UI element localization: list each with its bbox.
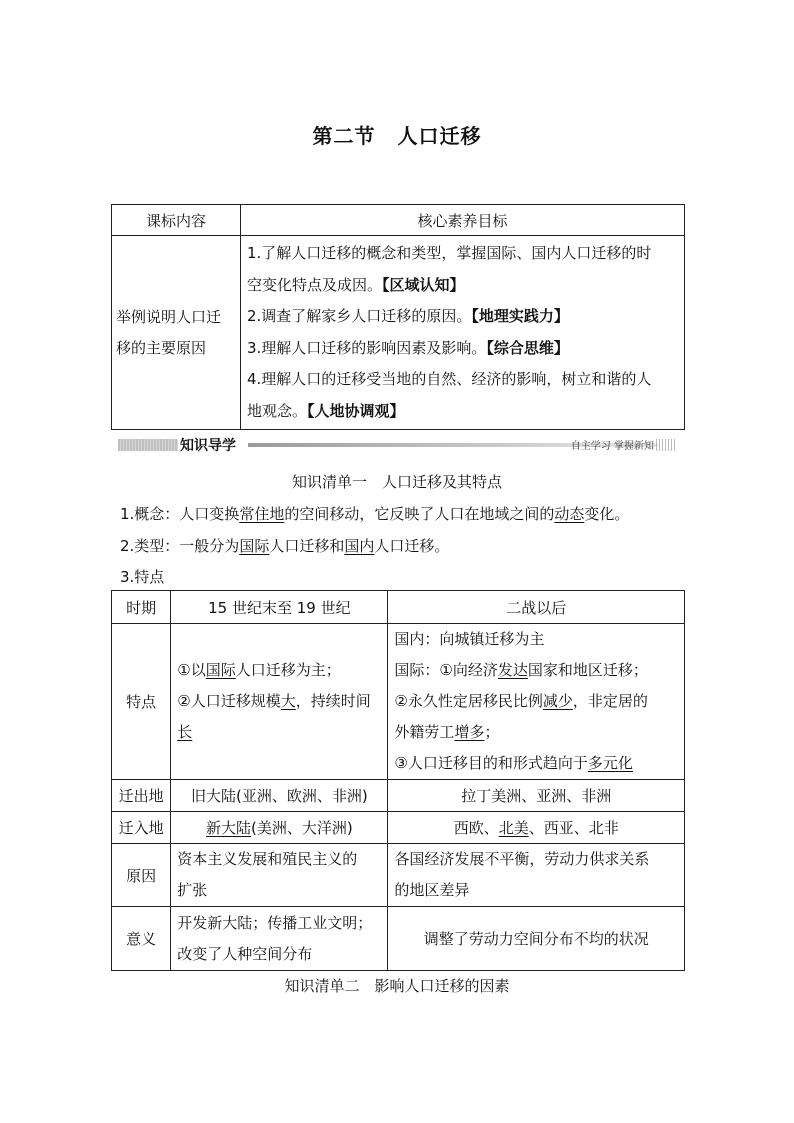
underlined-term: 常住地 xyxy=(239,505,285,523)
row-label-origin: 迁出地 xyxy=(112,780,171,812)
row-label-cause: 原因 xyxy=(112,844,171,907)
literacy-tag: 【地理实践力】 xyxy=(471,307,569,325)
standards-table xyxy=(111,204,685,430)
underlined-term: 国内 xyxy=(344,537,375,555)
origin-early: 旧大陆(亚洲、欧洲、非洲) xyxy=(171,780,388,812)
destination-postwar: 西欧、北美、西亚、北非 xyxy=(388,812,685,844)
goal-item: 4.理解人口的迁移受当地的自然、经济的影响，树立和谐的人 xyxy=(247,370,652,388)
row-label-significance: 意义 xyxy=(112,907,171,971)
header-postwar: 二战以后 xyxy=(388,591,685,624)
title-topic: 人口迁移 xyxy=(397,124,482,148)
feature-postwar: 国内：向城镇迁移为主 国际：①向经济发达国家和地区迁移； ②永久性定居移民比例减少，非定居的 外籍劳工增多； ③人口迁移目的和形式趋向于多元化 xyxy=(388,624,685,780)
standards-line: 移的主要原因 xyxy=(116,338,207,357)
literacy-tag: 【区域认知】 xyxy=(382,275,465,294)
standards-header: 课标内容 xyxy=(112,205,241,236)
header-early: 15 世纪末至 19 世纪 xyxy=(171,591,388,624)
feature-early: ①以国际人口迁移为主； ②人口迁移规模大，持续时间 长 xyxy=(171,624,388,780)
goals-content xyxy=(241,236,685,430)
type-paragraph: 2.类型：一般分为国际人口迁移和国内人口迁移。 xyxy=(120,537,450,555)
goals-header: 核心素养目标 xyxy=(241,205,685,236)
destination-early: 新大陆(美洲、大洋洲) xyxy=(171,812,388,844)
goal-item: 3.理解人口迁移的影响因素及影响。【综合思维】 xyxy=(247,338,569,357)
feature-heading: 3.特点 xyxy=(120,568,165,586)
header-period: 时期 xyxy=(112,591,171,624)
row-label-destination: 迁入地 xyxy=(112,812,171,844)
section-banner xyxy=(118,436,676,454)
banner-label: 知识导学 xyxy=(180,438,236,454)
concept-paragraph: 1.概念：人口变换常住地的空间移动，它反映了人口在地域之间的动态变化。 xyxy=(120,505,630,523)
cause-early: 资本主义发展和殖民主义的 扩张 xyxy=(171,844,388,907)
origin-postwar: 拉丁美洲、亚洲、非洲 xyxy=(388,780,685,812)
goal-item-cont: 空变化特点及成因。【区域认知】 xyxy=(247,275,465,294)
underlined-term: 国际 xyxy=(239,537,270,555)
row-label-feature: 特点 xyxy=(112,624,171,780)
title-section: 第二节 xyxy=(312,124,376,148)
banner-bar xyxy=(118,439,178,451)
literacy-tag: 【综合思维】 xyxy=(486,338,569,357)
goal-item: 1.了解人口迁移的概念和类型，掌握国际、国内人口迁移的时 xyxy=(247,244,652,262)
standards-line: 举例说明人口迁 xyxy=(116,307,222,326)
banner-ticks xyxy=(656,439,676,451)
goal-item-cont: 地观念。【人地协调观】 xyxy=(247,401,405,420)
section-heading-2: 知识清单二 影响人口迁移的因素 xyxy=(284,977,510,995)
significance-early: 开发新大陆；传播工业文明； 改变了人种空间分布 xyxy=(171,907,388,971)
migration-table xyxy=(111,590,685,971)
cause-postwar: 各国经济发展不平衡，劳动力供求关系 的地区差异 xyxy=(388,844,685,907)
significance-postwar: 调整了劳动力空间分布不均的状况 xyxy=(388,907,685,971)
literacy-tag: 【人地协调观】 xyxy=(307,401,405,420)
page-title xyxy=(0,120,794,149)
goal-item: 2.调查了解家乡人口迁移的原因。【地理实践力】 xyxy=(247,307,569,325)
banner-subtitle: 自主学习 掌握新知 xyxy=(570,441,654,452)
section-heading-1: 知识清单一 人口迁移及其特点 xyxy=(291,473,502,491)
standards-content xyxy=(112,236,241,430)
underlined-term: 动态 xyxy=(554,505,585,523)
